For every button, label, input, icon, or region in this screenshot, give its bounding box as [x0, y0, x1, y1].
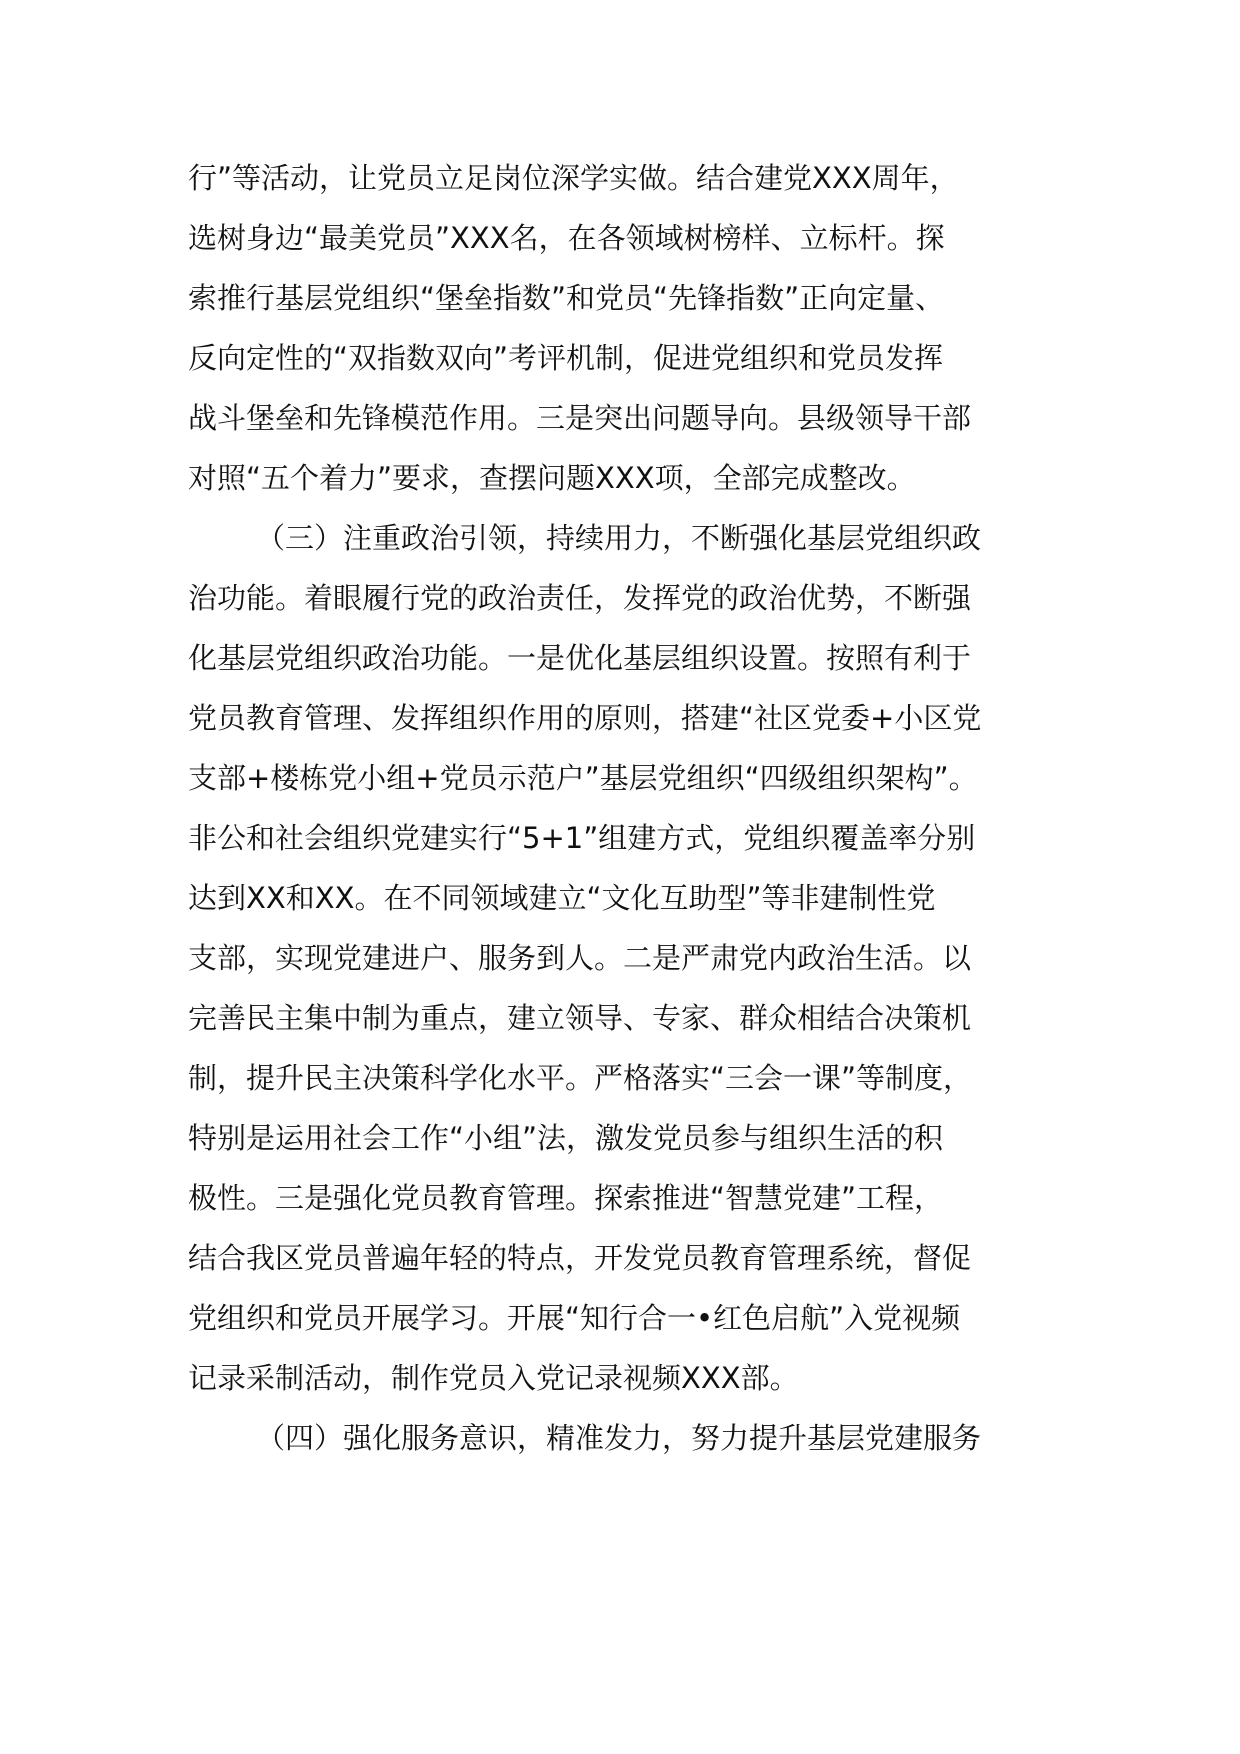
text-line: 达到XX和XX。在不同领域建立“文化互助型”等非建制性党: [188, 881, 936, 915]
text-line: 化基层党组织政治功能。一是优化基层组织设置。按照有利于: [188, 641, 972, 675]
text-line: 选树身边“最美党员”XXX名，在各领域树榜样、立标杆。探: [188, 221, 945, 255]
text-line: 支部，实现党建进户、服务到人。二是严肃党内政治生活。以: [188, 941, 972, 975]
text-line: 制，提升民主决策科学化水平。严格落实“三会一课”等制度，: [188, 1061, 973, 1095]
text-line: 战斗堡垒和先锋模范作用。三是突出问题导向。县级领导干部: [188, 401, 972, 435]
text-line: 特别是运用社会工作“小组”法，激发党员参与组织生活的积: [188, 1121, 944, 1155]
text-line: 治功能。着眼履行党的政治责任，发挥党的政治优势，不断强: [188, 581, 972, 615]
text-line: 行”等活动，让党员立足岗位深学实做。结合建党XXX周年，: [188, 161, 959, 195]
text-line: 结合我区党员普遍年轻的特点，开发党员教育管理系统，督促: [188, 1241, 972, 1275]
section-heading-line: （四）强化服务意识，精准发力，努力提升基层党建服务: [256, 1421, 982, 1455]
text-line: 记录采制活动，制作党员入党记录视频XXX部。: [188, 1361, 799, 1395]
text-line: 党组织和党员开展学习。开展“知行合一•红色启航”入党视频: [188, 1301, 961, 1335]
text-line: 支部+楼栋党小组+党员示范户”基层党组织“四级组织架构”。: [188, 761, 978, 795]
text-line: 对照“五个着力”要求，查摆问题XXX项，全部完成整改。: [188, 461, 916, 495]
text-line: 完善民主集中制为重点，建立领导、专家、群众相结合决策机: [188, 1001, 972, 1035]
text-line: 索推行基层党组织“堡垒指数”和党员“先锋指数”正向定量、: [188, 281, 945, 315]
text-line: 党员教育管理、发挥组织作用的原则，搭建“社区党委+小区党: [188, 701, 982, 735]
text-line: 非公和社会组织党建实行“5+1”组建方式，党组织覆盖率分别: [188, 821, 976, 855]
section-heading-line: （三）注重政治引领，持续用力，不断强化基层党组织政: [256, 521, 982, 555]
text-line: 反向定性的“双指数双向”考评机制，促进党组织和党员发挥: [188, 341, 944, 375]
text-line: 极性。三是强化党员教育管理。探索推进“智慧党建”工程，: [188, 1181, 944, 1215]
